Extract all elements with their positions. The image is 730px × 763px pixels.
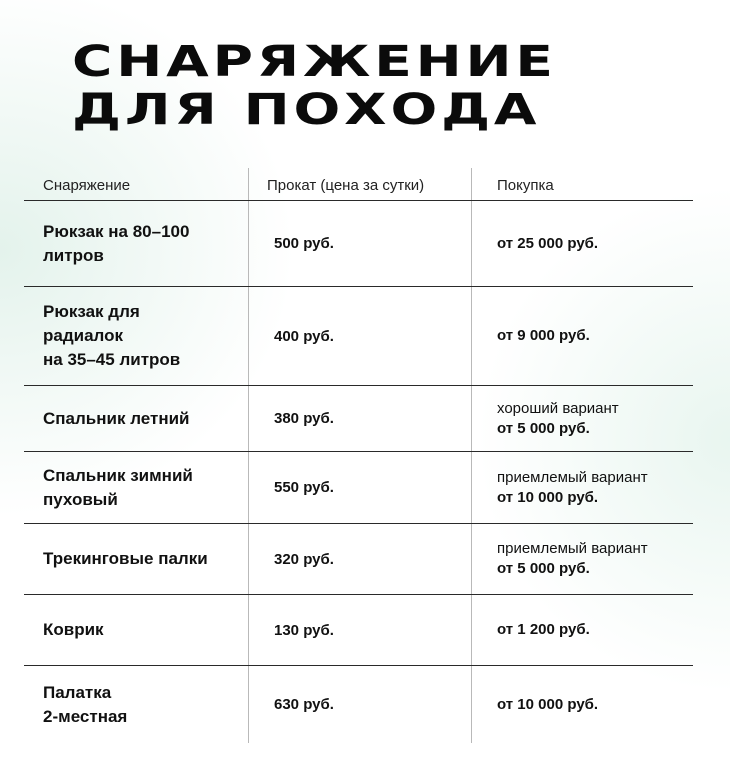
rent-price-cell — [248, 524, 471, 594]
rent-price-cell — [248, 452, 471, 523]
buy-price: от 10 000 руб. — [497, 695, 599, 713]
gear-name-line: Коврик — [43, 620, 104, 639]
rent-price-cell — [248, 666, 471, 743]
table-row — [24, 666, 693, 743]
buy-price-cell — [471, 524, 693, 594]
buy-price: от 1 200 руб. — [497, 621, 590, 638]
buy-price: от 5 000 руб. — [497, 560, 590, 577]
rent-price: 320 руб. — [274, 550, 334, 568]
buy-price-cell — [471, 595, 693, 665]
table-row — [24, 524, 693, 595]
gear-name-line: 2-местная — [43, 706, 128, 726]
page-title — [72, 38, 557, 134]
buy-price: от 10 000 руб. — [497, 488, 599, 506]
table-header-row — [24, 168, 693, 201]
buy-note: приемлемый вариант — [497, 540, 648, 557]
rent-price-cell — [248, 386, 471, 451]
rent-price: 550 руб. — [274, 479, 334, 496]
buy-price: от 9 000 руб. — [497, 327, 590, 344]
rent-price: 130 руб. — [274, 621, 334, 639]
gear-name-line: Палатка — [43, 682, 112, 702]
gear-name-line: на 35–45 литров — [43, 350, 181, 369]
gear-name-line: Трекинговые палки — [43, 549, 208, 568]
table-row — [24, 595, 693, 666]
rent-price: 380 руб. — [274, 410, 334, 427]
table-row — [24, 386, 693, 452]
gear-name-cell — [24, 666, 248, 743]
title-line-2: ДЛЯ ПОХОДА — [72, 85, 541, 135]
header-gear: Снаряжение — [43, 176, 131, 194]
gear-name-cell — [24, 287, 248, 385]
gear-name-line: Рюкзак для — [43, 302, 140, 321]
buy-note: хороший вариант — [497, 399, 619, 417]
header-rent: Прокат (цена за сутки) — [248, 168, 471, 200]
gear-name-line: Рюкзак на 80–100 — [43, 221, 190, 241]
rent-price: 400 руб. — [274, 327, 334, 345]
gear-name-line: пуховый — [43, 489, 118, 509]
table-row — [24, 452, 693, 524]
gear-name-cell — [24, 452, 248, 523]
gear-name-line: литров — [43, 245, 104, 265]
buy-price-cell — [471, 201, 693, 286]
title-line-1: СНАРЯЖЕНИЕ — [72, 37, 557, 87]
table-row — [24, 201, 693, 287]
buy-price-cell — [471, 666, 693, 743]
gear-name-line: Спальник летний — [43, 408, 190, 428]
buy-price-cell — [471, 386, 693, 451]
buy-price-cell — [471, 287, 693, 385]
gear-name-line: Спальник зимний — [43, 465, 193, 485]
table-row — [24, 287, 693, 386]
gear-name-cell — [24, 386, 248, 451]
gear-name-cell — [24, 201, 248, 286]
gear-name-cell — [24, 595, 248, 665]
rent-price-cell — [248, 201, 471, 286]
gear-name-cell — [24, 524, 248, 594]
buy-price: от 25 000 руб. — [497, 234, 599, 252]
rent-price-cell — [248, 287, 471, 385]
gear-table — [24, 168, 693, 743]
gear-name-line: радиалок — [43, 326, 124, 345]
rent-price: 500 руб. — [274, 235, 334, 252]
rent-price: 630 руб. — [274, 696, 334, 713]
buy-note: приемлемый вариант — [497, 468, 648, 486]
buy-price-cell — [471, 452, 693, 523]
header-buy: Покупка — [471, 168, 693, 200]
rent-price-cell — [248, 595, 471, 665]
buy-price: от 5 000 руб. — [497, 419, 590, 437]
